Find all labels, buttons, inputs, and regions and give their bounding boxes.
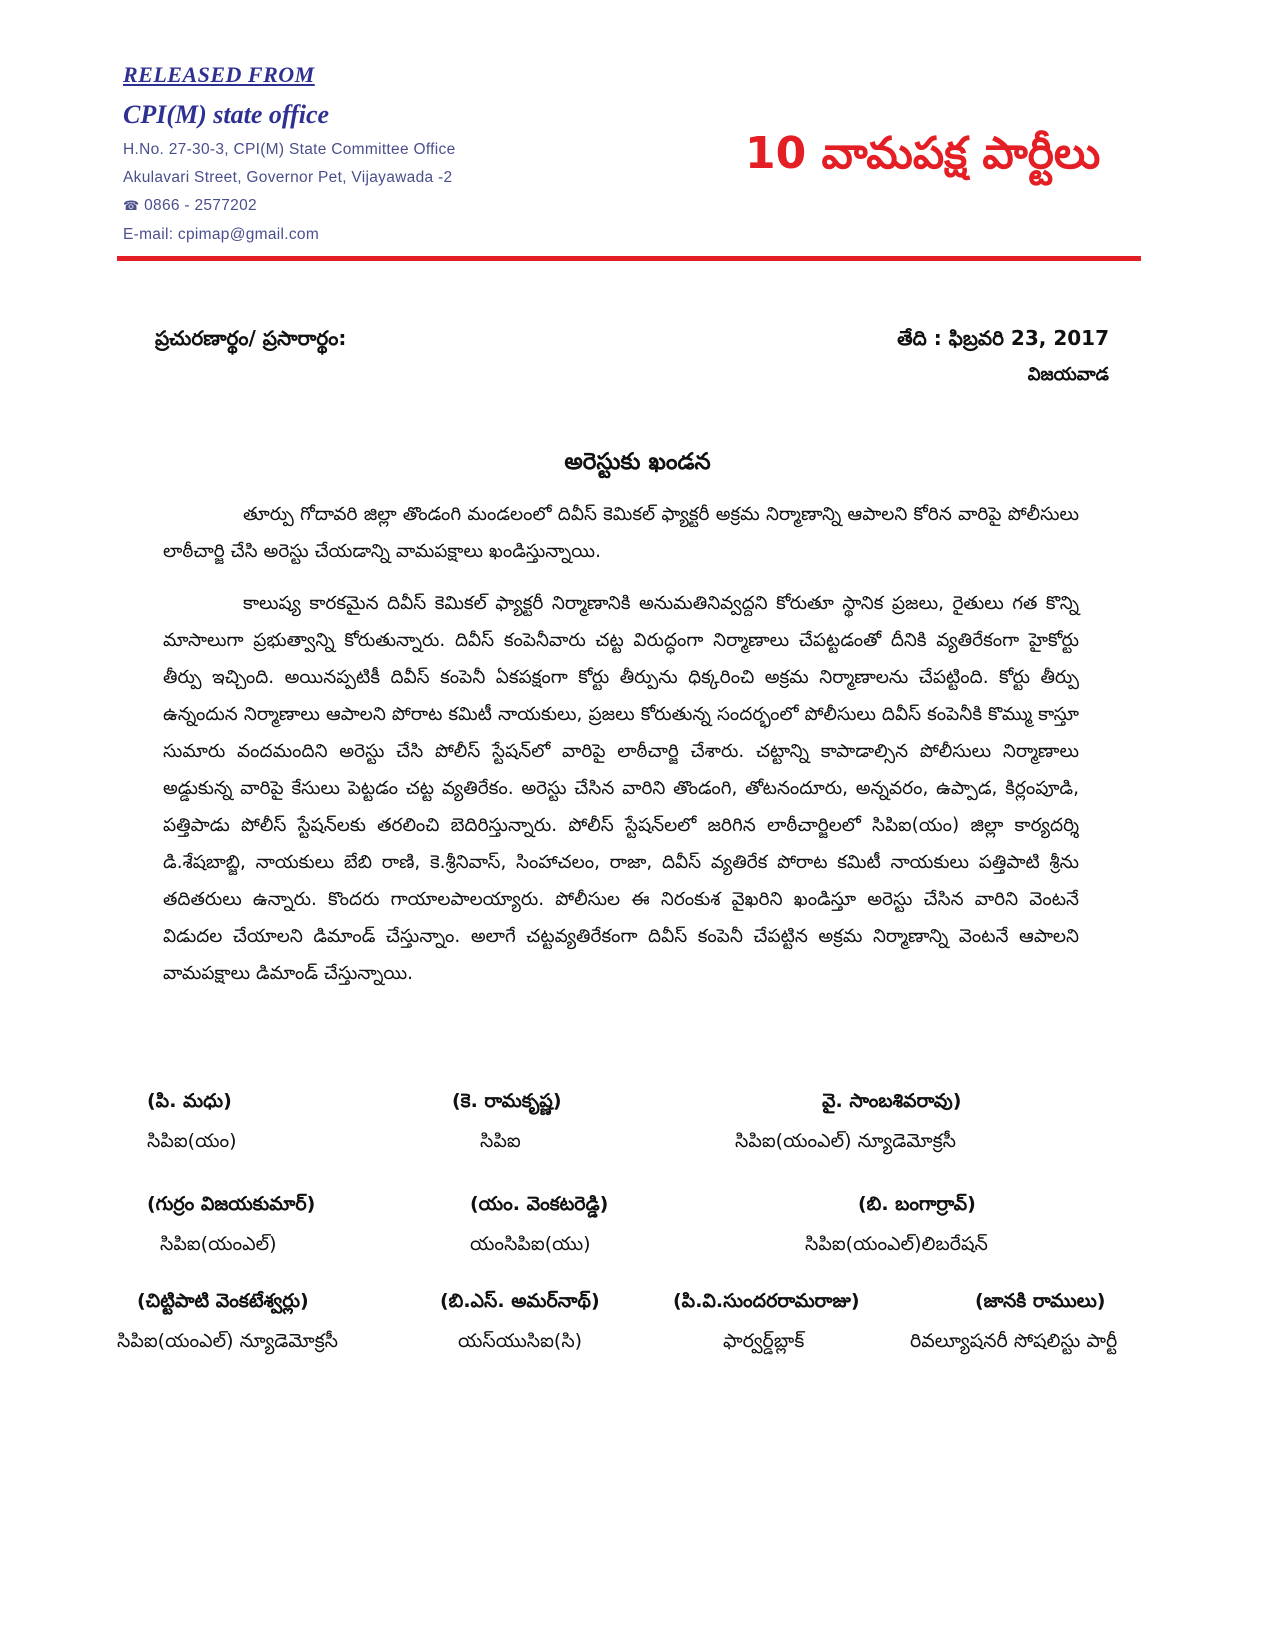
signatory-party: సిపిఐ(యం) xyxy=(147,1130,237,1152)
signatory-party: యస్‌యుసిఐ(సి) xyxy=(458,1330,583,1352)
publication-label: ప్రచురణార్థం/ ప్రసారార్థం: xyxy=(155,326,347,350)
document-place: విజయవాడ xyxy=(1027,364,1109,385)
email-line: E-mail: cpimap@gmail.com xyxy=(123,226,320,243)
header-divider xyxy=(117,256,1141,261)
signatory-party: యంసిపిఐ(యు) xyxy=(470,1233,591,1255)
signatory-name: (జానకి రాములు) xyxy=(975,1290,1106,1312)
signatory-party: రివల్యూషనరీ సోషలిస్టు పార్టీ xyxy=(910,1330,1118,1352)
signatory-party: ఫార్వర్డ్‌బ్లాక్ xyxy=(723,1330,805,1352)
signatory-name: వై. సాంబశివరావు) xyxy=(822,1090,962,1112)
office-title: CPI(M) state office xyxy=(123,100,330,129)
phone-number: 0866 - 2577202 xyxy=(144,197,257,214)
signatory-party: సిపిఐ(యంఎల్)లిబరేషన్ xyxy=(805,1233,988,1255)
document-date: తేది : ఫిబ్రవరి 23, 2017 xyxy=(897,326,1109,350)
brand-title: 10 వామపక్ష పార్టీలు xyxy=(745,128,1101,179)
signatory-name: (పి.వి.సుందరరామరాజు) xyxy=(673,1290,860,1312)
article-body-2 xyxy=(163,585,1079,992)
signatory-name: (గుర్రం విజయకుమార్) xyxy=(147,1193,316,1215)
phone-row xyxy=(123,197,257,215)
signatory-party: సిపిఐ(యంఎల్) xyxy=(160,1233,277,1255)
paragraph-1: తూర్పు గోదావరి జిల్లా తొండంగి మండలంలో దివీస్ కెమికల్ ఫ్యాక్టరీ అక్రమ నిర్మాణాన్ని ఆపాలని కోరిన వారిపై పోలీసులు లాఠీచార్జి చేసి అరెస్టు చేయడాన్ని వామపక్షాలు ఖండిస్తున్నాయి. xyxy=(163,504,1079,562)
phone-icon: ☎ xyxy=(123,198,140,213)
signatory-name: (యం. వెంకటరెడ్డి) xyxy=(470,1193,609,1215)
signatory-name: (బి.ఎస్. అమర్‌నాథ్) xyxy=(440,1290,600,1312)
signatory-name: (చిట్టిపాటి వెంకటేశ్వర్లు) xyxy=(137,1290,309,1312)
signatory-name: (కె. రామకృష్ణ) xyxy=(452,1090,562,1112)
article-title: అరెస్టుకు ఖండన xyxy=(564,449,711,475)
signatory-party: సిపిఐ(యంఎల్) న్యూడెమోక్రసీ xyxy=(735,1130,956,1152)
released-from-label: RELEASED FROM xyxy=(123,62,315,87)
address-line-1: H.No. 27-30-3, CPI(M) State Committee Office xyxy=(123,141,456,158)
paragraph-2: కాలుష్య కారకమైన దివీస్ కెమికల్ ఫ్యాక్టరీ నిర్మాణానికి అనుమతినివ్వద్దని కోరుతూ స్థానిక ప్రజలు, రైతులు గత కొన్ని మాసాలుగా ప్రభుత్వాన్ని కోరుతున్నారు. దివీస్ కంపెనీవారు చట్ట విరుద్ధంగా నిర్మాణాలు చేపట్టడంతో దీనికి వ్యతిరేకంగా హైకోర్టు తీర్పు ఇచ్చింది. అయినప్పటికీ దివీస్ కంపెనీ ఏకపక్షంగా కోర్టు తీర్పును ధిక్కరించి అక్రమ నిర్మాణాలను చేపట్టింది. కోర్టు తీర్పు ఉన్నందున నిర్మాణాలు ఆపాలని పోరాట కమిటీ నాయకులు, ప్రజలు కోరుతున్న సందర్భంలో పోలీసులు దివీస్ కంపెనీకి కొమ్ము కాస్తూ సుమారు వందమందిని అరెస్టు చేసి పోలీస్ స్టేషన్‌లో వారిపై లాఠీచార్జి చేశారు. చట్టాన్ని కాపాడాల్సిన పోలీసులు నిర్మాణాలు అడ్డుకున్న వారిపై కేసులు పెట్టడం చట్ట వ్యతిరేకం. అరెస్టు చేసిన వారిని తొండంగి, తోటనందూరు, అన్నవరం, ఉప్పాడ, కిర్లంపూడి, పత్తిపాడు పోలీస్ స్టేషన్‌లకు తరలించి బెదిరిస్తున్నారు. పోలీస్ స్టేషన్‌లలో జరిగిన లాఠీచార్జిలలో సిపిఐ(యం) జిల్లా కార్యదర్శి డి.శేషబాబ్జి, నాయకులు బేబి రాణి, కె.శ్రీనివాస్, సింహాచలం, రాజా, దివీస్ వ్యతిరేక పోరాట కమిటీ నాయకులు పత్తిపాటి శ్రీను తదితరులు ఉన్నారు. కొందరు గాయాలపాలయ్యారు. పోలీసుల ఈ నిరంకుశ వైఖరిని ఖండిస్తూ అరెస్టు చేసిన వారిని వెంటనే విడుదల చేయాలని డిమాండ్ చేస్తున్నాం. అలాగే చట్టవ్యతిరేకంగా దివీస్ కంపెనీ చేపట్టిన అక్రమ నిర్మాణాన్ని వెంటనే ఆపాలని వామపక్షాలు డిమాండ్ చేస్తున్నాయి. xyxy=(163,593,1079,984)
signatory-name: (పి. మధు) xyxy=(147,1090,232,1112)
signatory-party: సిపిఐ xyxy=(480,1130,521,1152)
signatory-party: సిపిఐ(యంఎల్) న్యూడెమోక్రసీ xyxy=(117,1330,338,1352)
address-line-2: Akulavari Street, Governor Pet, Vijayawada -2 xyxy=(123,169,453,186)
article-body-1 xyxy=(163,496,1079,570)
signatory-name: (బి. బంగార్రావ్) xyxy=(858,1193,976,1215)
